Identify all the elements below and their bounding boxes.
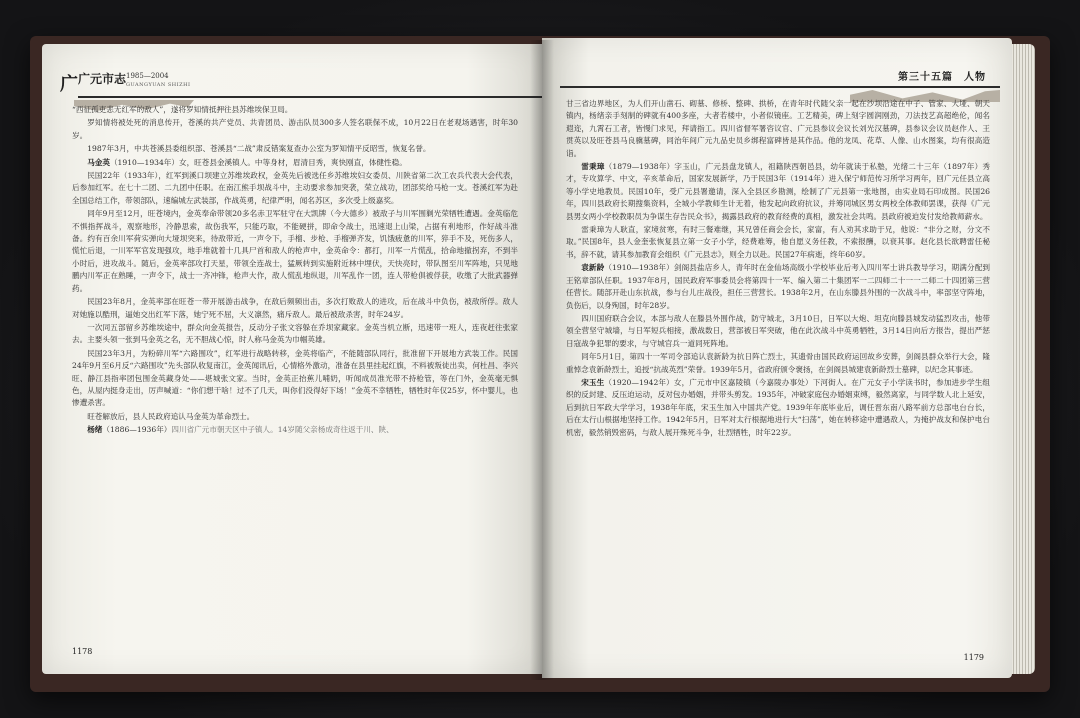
paragraph: [72, 143, 518, 155]
paragraph-text: 民国23年3月，为粉碎川军“六路围攻”，红军进行战略转移，金英将临产，不能随部队同行，批准留下开展地方武装工作。民国24年9月至6月反“六路围攻”先头部队收复南江，金英闻讯后，心情格外激动，准备在县里挂起红旗，不料被叛徒出卖，何杜昌、李兴旺、静江县指率团包围金英藏身处——堪城张文家。当时，金英正抬蕉儿哺奶，听闻成员准光带不持枪管，等在门外，金英毫无惧色，从屋内挺身走出，厉声喊道：“你们想干啥！过不了几天，叫你们没得好下场！”金英不幸牺牲，牺牲时年仅25岁，怀中婴儿，也惨遭杀害。: [72, 348, 518, 408]
person-name: 马金英: [87, 157, 110, 167]
right-page: [542, 38, 1012, 678]
paragraph-text: 剑阁县盐店乡人，青年时在金仙场高级小学校毕业后考入四川军士讲兵教导学习，期满分配到王铭章部队任职。1937年8月，国民政府军事委员会将第四十一军、编入第二十集团军一二四师二十一一二师二十四团第三营任营长。随部开赴山东抗战，参与台儿庄战役，担任三营营长。1938年2月，在山东滕县外围的一次战斗中，率部坚守阵地，负伤后，以身殉国，时年28岁。: [566, 263, 990, 310]
page-number-right: 1179: [963, 653, 984, 662]
left-page: [42, 44, 542, 674]
section-title: 第三十五篇 人物: [898, 72, 986, 83]
person-name: 袁新龄: [581, 263, 605, 273]
paragraph: [72, 322, 518, 347]
paragraph: [72, 348, 518, 410]
biography-entry: [72, 157, 518, 169]
paragraph: [566, 98, 990, 160]
paragraph-text: 同年5月1日，第四十一军司令部追认袁新龄为抗日阵亡烈士，其遗骨由国民政府运回故乡安葬，剑阁县群众举行大会，隆重悼念袁新龄烈士，追授“抗战英烈”荣誉。1939年5月，省政府颁令褒扬，在剑阁县城建袁新龄烈士墓碑，以纪念其事迹。: [566, 352, 990, 374]
book-subtitle: GUANGYUAN SHIZHI: [126, 82, 191, 88]
page-number-left: 1178: [72, 647, 93, 656]
paragraph: [566, 313, 990, 350]
header-rule: [560, 86, 1000, 88]
paragraph-text: 甘三省边界地区，为人们开山凿石、砌墓、修桥、整碑、拱桥，在青年时代随父亲一起在沙坝沿途在中子、管家、大垭、朝天镇内，杨绪亲手刻制的碑就有400多座，大者若楼中，小者似镜座。工艺精美，碑上刻字圆润刚劲，刀法技艺高超绝伦，闻名遐迩，九霄石工者，皆慢门求见，拜请指工。四川省督军署咨议官、广元县参议会议长刘光汉墓碑，县参议会议员赵作人、王贯英以及旺苍县马良骥墓碑，同治年间广元九品史员乡绑程富碑皆是其作品。他的龙凤、花草、人像、山水图案，均有很高造诣。: [566, 99, 990, 158]
person-name: 杨绪: [87, 425, 103, 435]
paragraph-text: 罗知情将被处死的消息传开，苍溪的共产党员、共青团员、游击队员300多人签名联保不成，10月22日在老观场遇害，时年30岁。: [72, 118, 518, 140]
paragraph: [566, 224, 990, 261]
paragraph: [72, 208, 518, 295]
paragraph-text: 民国23年8月，金英率部在旺苍一带开展游击战争，在敌后频频出击，多次打败敌人的进攻，后在战斗中负伤，被敌所俘。敌人对她施以酷刑，逼她交出红军下落，她宁死不屈，大义凛然，痛斥敌人。最后被敌杀害，时年24岁。: [72, 297, 518, 319]
paragraph-text: 旺苍解放后，县人民政府追认马金英为革命烈士。: [87, 411, 255, 421]
left-page-header: [60, 66, 530, 98]
paragraph: [72, 104, 518, 116]
person-name: 宋玉生: [581, 377, 605, 387]
paragraph-text: “西征孤吏悲无红军的敌人”，遂将罗知情抵押往县苏维埃保卫局。: [72, 105, 293, 114]
person-years: （1920—1942年）: [604, 377, 674, 387]
paragraph: [72, 411, 518, 423]
person-years: （1879—1938年）: [604, 162, 675, 172]
right-page-header: [560, 68, 1000, 96]
person-years: （1886—1936年）: [102, 425, 172, 435]
paragraph-text: 一次同五部留乡苏维埃途中，群众向金英报告，反动分子张文容躲在乔坝家藏家。金英当机立断，迅速带一班人，连夜赶往张家去。主要头领一张到马金英之名，无不胆战心惊，时人称马金英为巾帼英雄。: [72, 322, 518, 345]
person-name: 雷秉璋: [581, 162, 605, 172]
logo-icon: ⼴: [60, 74, 78, 95]
paragraph-text: 同年9月至12月，旺苍境内，金英奉命带领20多名赤卫军驻守在大凯牌（今大德乡）被敌子与川军围剿光荣牺牲遭遇。金英临危不惧指挥战斗，观察地形，冷静思索，故伤我军，只能巧取，不能硬拼，即命令战士，迅速退上山梁，占据有利地形，作好战斗准备。约有百余川军荷实弹向大垭坝突来，待敌带近，一声令下，手榴、步枪、手榴弹齐发，饥饿疲惫的川军，猝手不及，死伤多人，慌忙后退，一川军军官发现强攻，地手堆就着十几具尸首和敌人的枪声中，金英命令：都打，川军一片慌乱，拾命地撤拐弃，不到半小时后，进攻战斗。随后，金英率部攻打天星，带领全连战士，猛厥转到实施附近林中埋伏，天快亮时，带队图至川军阵地，只见地鹏内川军正在熟睡，一声令下，战士一齐冲锋，枪声大作，敌人慌乱地纵退，川军乱作一团，连人带枪俱被俘获，收缴了大批武器弹药。: [72, 209, 518, 293]
book-gutter-shadow: [530, 40, 554, 680]
paragraph: [72, 296, 518, 321]
paragraph-text: 女，广元市中区嘉陵镇（今嘉陵办事处）下河街人。在广元女子小学读书时，参加进步学生组织的反封建、反压迫运动，反对包办婚姻，并带头剪发。1935年，冲破家庭包办婚姻束缚，毅然离家，与同学数人北上延安，后到抗日军政大学学习，1938年年底，宋玉生加入中国共产党。1939年年底毕业后，调任晋东南八路军前方总部电台台长，后在太行山根据地坚持工作。1942年5月，日军对太行根据地进行大“扫荡”，她在转移途中遭遇敌人，为掩护战友和保护电台机密，毅然销毁密码，与敌人展开殊死斗争，壮烈牺牲，时年22岁。: [566, 377, 990, 437]
paragraph-text: 雷秉璋为人耿直，家境贫寒，有时三餐难继，其兄曾任商会会长，家富，有人劝其求助于兄，他说：“非分之财，分文不取。”民国8年，县人金奎张恢复县立第一女子小学，经费难筹，他自愿义务任教，不索报酬，以衰其事。赵化县长欲聘雷任秘书，辞不就，请其参加教育会组织《广元县志》，则全力以赴。民国27年病逝，终年60岁。: [566, 225, 990, 259]
paragraph-text: 四川国府联合会议，本部与敌人在滕县外围作战，防守城北，3月10日，日军以大炮、坦克向滕县城发动猛烈攻击，他带领全营坚守城墙，与日军短兵相接，激战数日，营部被日军突破，他在此次战斗中英勇牺牲，3月14日向后方报告，提出严惩日寇战争犯罪的要求，与守城官兵一道同死阵地。: [566, 313, 990, 348]
paragraph: [72, 117, 518, 142]
biography-entry: [566, 262, 990, 312]
paragraph-text: 民国22年（1933年），红军到溪口坝建立苏维埃政权，金英先后被选任乡苏维埃妇女委员、川陕省第二次工农兵代表大会代表，后参加红军。在七十二团、二九团中任职。在南江熊手坝战斗中，主动要求参加突袭，荣立战功，团部奖给马枪一支。苍溪红军为赴全国总结工作，带领部队，速编城左武装部，作战英勇，纪律严明，闻名苏区，多次受上级嘉奖。: [72, 171, 518, 205]
paragraph-text: 字玉山，广元县盘龙镇人，祖籍陕西朝邑县，幼年就读于私塾，光绪二十三年（1897年）秀才，专攻算学、中文，辛亥革命后，国家发展新学，乃于民国3年（1914年）进入保宁师范传习所学习两年，回广元任县立高等小学史地教员。民国10年，受广元县署邀请，深入全县区乡勘测，绘制了广元县第一张地图，由实业局石印成图。民国26年，四川县政府长期搜集资料，全城小学教师生计无着，他发起向政府抗议，并筹同城区男女两校全体教师罢课，获得《广元县男女两小学校教职员为争谋生存告民众书》，揭露县政府的教育经费的真相，激发社会共鸣。县政府被迫发付发给教师薪水。: [566, 162, 990, 221]
person-years: （1910—1938年）: [604, 263, 674, 273]
paragraph: [566, 351, 990, 376]
biography-entry: [72, 424, 518, 436]
paragraph-text: 四川省广元市朝天区中子镇人。14岁随父亲杨成奇往返于川、陕、: [171, 425, 394, 435]
book-years: 1985—2004: [126, 72, 169, 80]
right-page-body: [566, 98, 990, 653]
person-years: （1910—1934年）: [109, 157, 179, 167]
biography-entry: [566, 377, 990, 439]
paragraph-text: 女，旺苍县金溪镇人。中等身材，眉清目秀，爽快刚直，体健性稳。: [179, 157, 407, 167]
book-title: 广元市志: [78, 72, 127, 86]
left-page-body: [72, 104, 518, 649]
header-rule: [78, 96, 542, 98]
biography-entry: [566, 161, 990, 223]
paragraph: [72, 170, 518, 207]
paragraph-text: 1987年3月，中共苍溪县委组织部、苍溪县“二战”肃反错案复查办公室为罗知情平反昭雪，恢复名誉。: [87, 144, 431, 154]
